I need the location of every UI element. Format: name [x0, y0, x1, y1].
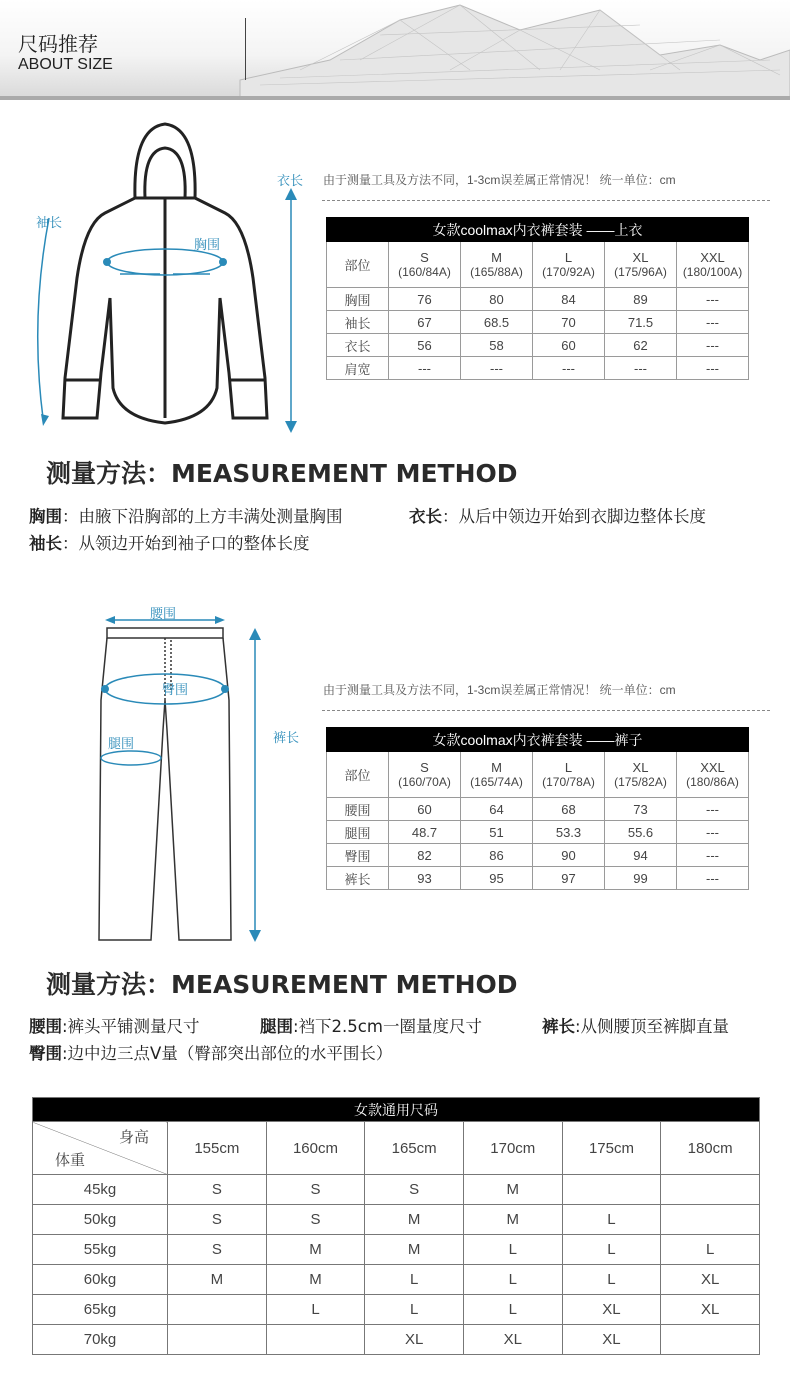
- size-cell: S: [266, 1175, 365, 1205]
- size-column-header: [389, 752, 461, 798]
- table-row: [33, 1295, 760, 1325]
- method-desc: :边中边三点V量（臀部突出部位的水平围长）: [62, 1044, 393, 1063]
- table-cell: 51: [461, 821, 533, 844]
- table-row: [33, 1265, 760, 1295]
- size-cell: L: [562, 1235, 661, 1265]
- size-column-header: [461, 242, 533, 288]
- weight-row-label: 50kg: [33, 1205, 168, 1235]
- method-key: 腿围: [260, 1017, 293, 1036]
- size-column-header: [461, 752, 533, 798]
- row-label: 臀围: [327, 844, 389, 867]
- size-cell: S: [168, 1205, 267, 1235]
- weight-row-label: 55kg: [33, 1235, 168, 1265]
- column-header: 部位: [327, 242, 389, 288]
- table-cell: 80: [461, 288, 533, 311]
- size-cell: M: [365, 1235, 464, 1265]
- size-column-header: [533, 242, 605, 288]
- size-cell: XL: [562, 1295, 661, 1325]
- size-label: M: [491, 760, 502, 775]
- table-cell: 58: [461, 334, 533, 357]
- size-cell: M: [266, 1265, 365, 1295]
- size-cell: M: [168, 1265, 267, 1295]
- jacket-diagram: [25, 118, 310, 438]
- size-cell: M: [463, 1205, 562, 1235]
- method-waist: [29, 1013, 200, 1037]
- table-title: 女款通用尺码: [33, 1098, 760, 1122]
- height-column-header: 165cm: [365, 1122, 464, 1175]
- general-size-table: [32, 1097, 760, 1355]
- size-cell: M: [463, 1175, 562, 1205]
- method-sleeve: [29, 530, 310, 554]
- method-key: 袖长: [29, 534, 62, 553]
- weight-row-label: 65kg: [33, 1295, 168, 1325]
- dashed-divider: [322, 710, 770, 711]
- table-cell: ---: [677, 844, 749, 867]
- size-spec: (175/96A): [614, 265, 667, 279]
- measurement-note: 由于测量工具及方法不同，1-3cm误差属正常情况！ 统一单位：cm: [323, 683, 676, 697]
- size-cell: S: [266, 1205, 365, 1235]
- size-label: XXL: [700, 250, 725, 265]
- size-label: XL: [632, 760, 649, 775]
- table-row: [327, 357, 749, 380]
- size-cell: L: [661, 1235, 760, 1265]
- method-title: 测量方法：MEASUREMENT METHOD: [46, 970, 518, 999]
- size-spec: (180/100A): [682, 265, 743, 279]
- table-cell: 73: [605, 798, 677, 821]
- table-cell: 70: [533, 311, 605, 334]
- size-cell: L: [266, 1295, 365, 1325]
- table-cell: 82: [389, 844, 461, 867]
- size-cell: [661, 1325, 760, 1355]
- pants-length-label: 裤长: [273, 731, 300, 746]
- method-chest: [29, 503, 343, 527]
- height-column-header: 160cm: [266, 1122, 365, 1175]
- table-cell: 68.5: [461, 311, 533, 334]
- size-spec: (175/82A): [614, 775, 667, 789]
- table-cell: 60: [389, 798, 461, 821]
- size-label: S: [420, 760, 429, 775]
- table-row: [33, 1325, 760, 1355]
- table-cell: 68: [533, 798, 605, 821]
- table-cell: ---: [677, 288, 749, 311]
- table-cell: ---: [677, 867, 749, 890]
- size-column-header: [677, 242, 749, 288]
- table-cell: ---: [677, 798, 749, 821]
- size-column-header: [389, 242, 461, 288]
- row-label: 袖长: [327, 311, 389, 334]
- size-spec: (170/92A): [542, 265, 595, 279]
- waist-label: 腰围: [150, 607, 177, 622]
- table-cell: 62: [605, 334, 677, 357]
- row-label: 肩宽: [327, 357, 389, 380]
- size-cell: L: [463, 1235, 562, 1265]
- table-cell: ---: [677, 311, 749, 334]
- table-row: [327, 821, 749, 844]
- method-desc: ：从领边开始到袖子口的整体长度: [62, 534, 310, 553]
- dashed-divider: [322, 200, 770, 201]
- size-column-header: [533, 752, 605, 798]
- divider: [245, 18, 246, 80]
- corner-header: [33, 1122, 168, 1175]
- size-cell: XL: [463, 1325, 562, 1355]
- table-row: [327, 311, 749, 334]
- weight-row-label: 45kg: [33, 1175, 168, 1205]
- size-cell: XL: [365, 1325, 464, 1355]
- table-row: [33, 1205, 760, 1235]
- method-pants-length: [542, 1013, 729, 1037]
- height-column-header: 155cm: [168, 1122, 267, 1175]
- size-cell: XL: [562, 1325, 661, 1355]
- mountain-banner-graphic: [0, 0, 790, 100]
- size-cell: L: [562, 1205, 661, 1235]
- table-cell: 55.6: [605, 821, 677, 844]
- table-cell: 67: [389, 311, 461, 334]
- table-cell: 86: [461, 844, 533, 867]
- table-cell: ---: [605, 357, 677, 380]
- size-cell: [661, 1175, 760, 1205]
- size-spec: (165/88A): [470, 265, 523, 279]
- top-size-table: [326, 217, 749, 380]
- method-key: 衣长: [409, 507, 442, 526]
- size-cell: [168, 1325, 267, 1355]
- size-cell: L: [365, 1265, 464, 1295]
- table-cell: 56: [389, 334, 461, 357]
- size-cell: L: [562, 1265, 661, 1295]
- table-cell: 94: [605, 844, 677, 867]
- table-cell: 71.5: [605, 311, 677, 334]
- size-label: M: [491, 250, 502, 265]
- size-cell: [562, 1175, 661, 1205]
- column-header: 部位: [327, 752, 389, 798]
- measurement-note: 由于测量工具及方法不同，1-3cm误差属正常情况！ 统一单位：cm: [323, 173, 676, 187]
- table-row: [327, 844, 749, 867]
- row-label: 裤长: [327, 867, 389, 890]
- table-cell: ---: [461, 357, 533, 380]
- size-label: XXL: [700, 760, 725, 775]
- size-spec: (160/84A): [398, 265, 451, 279]
- table-cell: 48.7: [389, 821, 461, 844]
- table-cell: 95: [461, 867, 533, 890]
- section-title: 尺码推荐: [18, 32, 98, 56]
- table-cell: 97: [533, 867, 605, 890]
- size-cell: XL: [661, 1295, 760, 1325]
- size-label: L: [564, 760, 573, 775]
- table-row: [327, 798, 749, 821]
- method-key: 臀围: [29, 1044, 62, 1063]
- pants-diagram: [95, 600, 275, 945]
- height-column-header: 175cm: [562, 1122, 661, 1175]
- table-cell: 90: [533, 844, 605, 867]
- size-cell: XL: [661, 1265, 760, 1295]
- table-title: 女款coolmax内衣裤套装 ——上衣: [327, 218, 749, 242]
- size-cell: [168, 1295, 267, 1325]
- method-length: [409, 503, 706, 527]
- table-cell: 93: [389, 867, 461, 890]
- table-cell: 84: [533, 288, 605, 311]
- thigh-label: 腿围: [108, 737, 135, 752]
- size-column-header: [605, 752, 677, 798]
- method-desc: ：从后中领边开始到衣脚边整体长度: [442, 507, 706, 526]
- size-cell: M: [266, 1235, 365, 1265]
- table-cell: ---: [533, 357, 605, 380]
- size-cell: L: [463, 1295, 562, 1325]
- method-key: 胸围: [29, 507, 62, 526]
- method-title: 测量方法：MEASUREMENT METHOD: [46, 459, 518, 488]
- size-column-header: [677, 752, 749, 798]
- table-cell: 99: [605, 867, 677, 890]
- size-spec: (165/74A): [470, 775, 523, 789]
- table-row: [327, 288, 749, 311]
- table-cell: ---: [677, 357, 749, 380]
- method-desc: :裤头平铺测量尺寸: [62, 1017, 200, 1036]
- height-label: 身高: [118, 1129, 149, 1146]
- row-label: 胸围: [327, 288, 389, 311]
- table-cell: 89: [605, 288, 677, 311]
- method-desc: ：由腋下沿胸部的上方丰满处测量胸围: [62, 507, 343, 526]
- size-label: S: [420, 250, 429, 265]
- row-label: 腿围: [327, 821, 389, 844]
- page-header: [0, 0, 790, 100]
- table-cell: 53.3: [533, 821, 605, 844]
- size-cell: M: [365, 1205, 464, 1235]
- size-cell: [266, 1325, 365, 1355]
- size-cell: S: [168, 1235, 267, 1265]
- height-column-header: 170cm: [463, 1122, 562, 1175]
- method-desc: :从侧腰顶至裤脚直量: [575, 1017, 730, 1036]
- method-key: 腰围: [29, 1017, 62, 1036]
- size-label: L: [564, 250, 573, 265]
- size-label: XL: [632, 250, 649, 265]
- method-thigh: [260, 1013, 482, 1037]
- weight-label: 体重: [55, 1152, 86, 1169]
- method-hip: [29, 1040, 392, 1064]
- table-cell: ---: [677, 821, 749, 844]
- weight-row-label: 70kg: [33, 1325, 168, 1355]
- hip-label: 臀围: [162, 683, 189, 698]
- length-label: 衣长: [277, 174, 304, 189]
- row-label: 衣长: [327, 334, 389, 357]
- table-row: [327, 867, 749, 890]
- sleeve-label: 袖长: [36, 216, 63, 231]
- table-row: [33, 1175, 760, 1205]
- table-cell: ---: [389, 357, 461, 380]
- table-cell: 64: [461, 798, 533, 821]
- pants-size-table: [326, 727, 749, 890]
- table-row: [33, 1235, 760, 1265]
- table-cell: ---: [677, 334, 749, 357]
- size-column-header: [605, 242, 677, 288]
- table-cell: 60: [533, 334, 605, 357]
- row-label: 腰围: [327, 798, 389, 821]
- size-cell: S: [365, 1175, 464, 1205]
- size-spec: (160/70A): [398, 775, 451, 789]
- table-title: 女款coolmax内衣裤套装 ——裤子: [327, 728, 749, 752]
- size-cell: L: [463, 1265, 562, 1295]
- method-key: 裤长: [542, 1017, 575, 1036]
- size-spec: (180/86A): [686, 775, 739, 789]
- table-cell: 76: [389, 288, 461, 311]
- size-cell: [661, 1205, 760, 1235]
- size-spec: (170/78A): [542, 775, 595, 789]
- chest-label: 胸围: [194, 238, 221, 253]
- section-subtitle: ABOUT SIZE: [18, 56, 113, 73]
- size-cell: S: [168, 1175, 267, 1205]
- weight-row-label: 60kg: [33, 1265, 168, 1295]
- method-desc: :裆下2.5cm一圈量度尺寸: [293, 1017, 482, 1036]
- size-cell: L: [365, 1295, 464, 1325]
- height-column-header: 180cm: [661, 1122, 760, 1175]
- table-row: [327, 334, 749, 357]
